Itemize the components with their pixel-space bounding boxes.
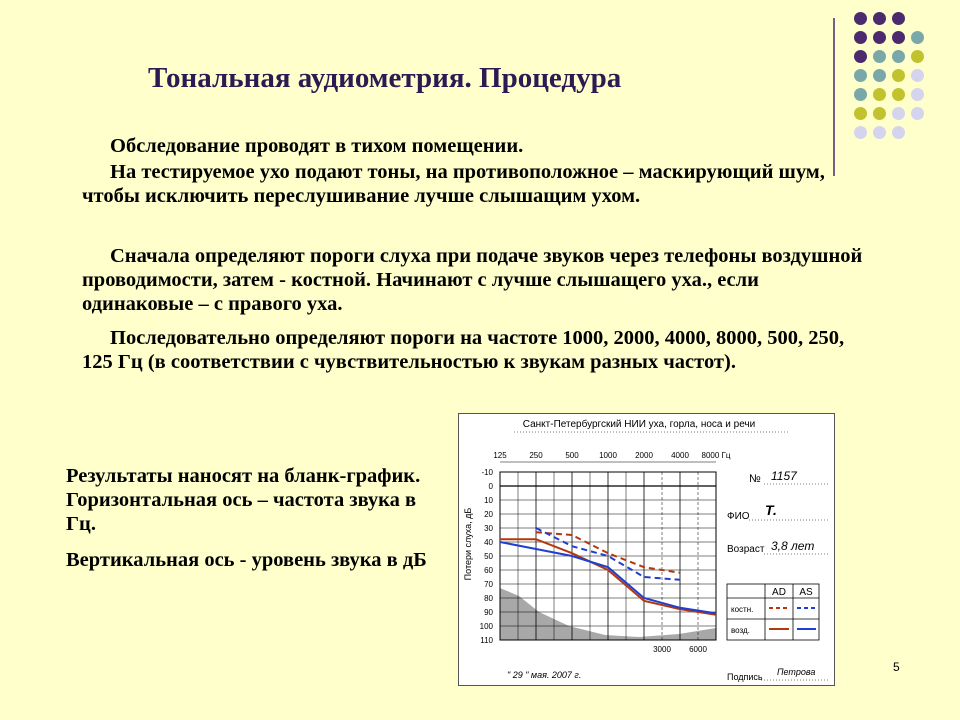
decor-dot <box>873 88 886 101</box>
legend-row-bone: костн. <box>731 605 754 614</box>
db-tick: 30 <box>484 524 493 533</box>
form-header: Санкт-Петербургский НИИ уха, горла, носа и речи <box>522 419 756 430</box>
db-tick: 0 <box>488 482 493 491</box>
side-text-1: Результаты наносят на бланк-график. Горизонтальная ось – частота звука в Гц. <box>66 465 421 535</box>
freq-label: 500 <box>565 451 579 460</box>
db-tick: 100 <box>479 622 493 631</box>
number-label: № <box>749 473 761 485</box>
decor-dot <box>911 88 924 101</box>
decor-dot <box>892 12 905 25</box>
decor-dot <box>892 107 905 120</box>
freq-top-labels <box>493 451 731 462</box>
paragraph-4: Последовательно определяют пороги на частоте 1000, 2000, 4000, 8000, 500, 250, 125 Гц (в соответствии с чувствительностью к звукам разных частот). <box>82 327 845 373</box>
number-value: 1157 <box>771 469 797 483</box>
db-tick: 10 <box>484 496 493 505</box>
decor-dot <box>873 126 886 139</box>
decor-dot <box>892 88 905 101</box>
decor-dot-grid <box>854 12 954 152</box>
freq-label: 4000 <box>671 451 689 460</box>
decor-dot <box>911 69 924 82</box>
fio-value: Т. <box>765 502 777 518</box>
legend-col-ad: AD <box>772 587 786 598</box>
db-tick-labels <box>480 468 494 645</box>
decor-dot <box>911 31 924 44</box>
legend-col-as: AS <box>799 587 813 598</box>
db-tick: 50 <box>484 552 493 561</box>
decor-dot <box>873 31 886 44</box>
page-number: 5 <box>893 660 900 674</box>
freq-label: 125 <box>493 451 507 460</box>
audiogram-form <box>458 413 835 686</box>
paragraph-2: На тестируемое ухо подают тоны, на противоположное – маскирующий шум, чтобы исключить переслушивание лучше слышащим ухом. <box>82 161 825 207</box>
freq-label: 1000 <box>599 451 617 460</box>
decor-dot <box>873 50 886 63</box>
decor-dot <box>854 88 867 101</box>
legend-row-air: возд. <box>731 626 750 635</box>
side-text-2: Вертикальная ось - уровень звука в дБ <box>66 549 427 571</box>
decor-dot <box>873 107 886 120</box>
decor-dot <box>892 31 905 44</box>
freq-bottom-label: 6000 <box>689 645 707 654</box>
freq-label: 250 <box>529 451 543 460</box>
decor-dot <box>854 69 867 82</box>
freq-label: 8000 Гц <box>701 451 731 460</box>
audiogram-svg <box>459 414 834 685</box>
paragraph-1: Обследование проводят в тихом помещении. <box>110 135 524 157</box>
db-tick: 80 <box>484 594 493 603</box>
freq-bottom-label: 3000 <box>653 645 671 654</box>
decor-dot <box>911 107 924 120</box>
db-tick: 40 <box>484 538 493 547</box>
decor-dot <box>873 12 886 25</box>
slide-title: Тональная аудиометрия. Процедура <box>148 62 622 94</box>
decor-dot <box>892 50 905 63</box>
age-label: Возраст <box>727 544 765 555</box>
y-axis-label: Потери слуха, дБ <box>463 507 473 581</box>
db-tick: 70 <box>484 580 493 589</box>
decor-dot <box>892 69 905 82</box>
legend-table <box>727 584 819 640</box>
paragraph-3: Сначала определяют пороги слуха при подаче звуков через телефоны воздушной проводимости, затем - костной. Начинают с лучше слышащего уха., если одинаковые – с правого уха. <box>82 245 863 315</box>
decor-dot <box>854 12 867 25</box>
signature-label: Подпись <box>727 672 763 682</box>
db-tick: -10 <box>481 468 493 477</box>
db-tick: 90 <box>484 608 493 617</box>
freq-bottom-labels <box>653 645 707 654</box>
fio-label: ФИО <box>727 511 750 522</box>
decor-dot <box>911 50 924 63</box>
freq-label: 2000 <box>635 451 653 460</box>
db-tick: 110 <box>480 636 493 645</box>
age-value: 3,8 лет <box>771 539 815 553</box>
decor-dot <box>892 126 905 139</box>
decor-dot <box>873 69 886 82</box>
signature-value: Петрова <box>777 667 816 677</box>
decor-dot <box>854 50 867 63</box>
decor-dot <box>854 31 867 44</box>
decor-dot <box>854 107 867 120</box>
date-text: " 29 " мая. 2007 г. <box>507 670 582 680</box>
db-tick: 20 <box>484 510 493 519</box>
db-tick: 60 <box>484 566 493 575</box>
